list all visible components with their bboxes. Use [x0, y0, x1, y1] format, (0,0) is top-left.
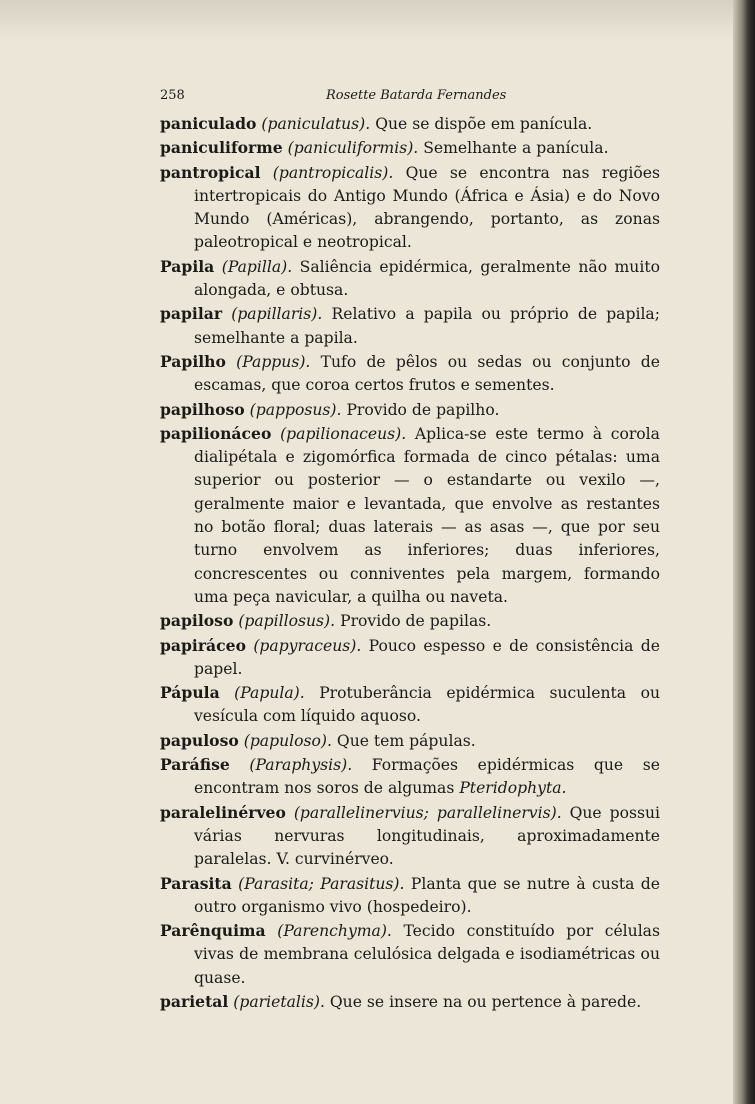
page-shadow — [0, 0, 733, 40]
entry-latin: (papilionaceus). — [280, 424, 407, 443]
entry-latin: (Paraphysis). — [249, 756, 353, 775]
entry-latin: (papillosus). — [238, 612, 336, 631]
glossary-entry — [160, 112, 660, 136]
entry-headword: papiráceo — [160, 635, 246, 655]
glossary-entry — [160, 990, 660, 1014]
entry-definition: Que possui várias nervuras longitudinais, aproximadamente paralelas. V. curvinérveo. — [194, 803, 660, 869]
page-number: 258 — [160, 88, 185, 103]
entry-headword: Parasita — [160, 873, 232, 893]
entry-definition-taxon: Pteridophyta. — [459, 779, 567, 798]
glossary-entry — [160, 919, 660, 990]
glossary-entry — [160, 422, 660, 609]
entry-headword: papiloso — [160, 611, 234, 631]
entry-latin: (Papilla). — [221, 257, 293, 276]
glossary-entry — [160, 255, 660, 303]
glossary-entry — [160, 872, 660, 920]
entry-headword: pantropical — [160, 162, 261, 182]
glossary-entry — [160, 729, 660, 753]
glossary-entry — [160, 161, 660, 255]
entry-definition: Provido de papilho. — [346, 400, 500, 419]
entry-latin: (papyraceus). — [253, 636, 362, 655]
entry-headword: Papila — [160, 256, 215, 276]
entry-headword: parietal — [160, 991, 229, 1011]
entry-headword: Pápula — [160, 683, 220, 703]
glossary-entry — [160, 609, 660, 633]
entry-latin: (papillaris). — [231, 305, 323, 324]
entry-definition: Formações epidérmicas que se encontram nos soros de algumas — [194, 756, 660, 798]
glossary-entry — [160, 801, 660, 872]
entry-latin: (Pappus). — [236, 352, 311, 371]
entry-definition: Pouco espesso e de consistência de papel. — [194, 636, 660, 678]
entry-headword: Papilho — [160, 351, 226, 371]
entry-definition: Semelhante a panícula. — [423, 139, 609, 158]
entry-headword: papilhoso — [160, 399, 245, 419]
entry-latin: (Papula). — [234, 684, 305, 703]
glossary-entry — [160, 350, 660, 398]
glossary-entry — [160, 681, 660, 729]
entry-latin: (papuloso). — [243, 731, 332, 750]
entry-definition: Planta que se nutre à custa de outro organismo vivo (hospedeiro). — [194, 874, 660, 916]
entry-headword: papuloso — [160, 730, 239, 750]
entry-headword: papilionáceo — [160, 423, 272, 443]
entry-latin: (Parasita; Parasitus). — [238, 874, 405, 893]
glossary-entry — [160, 302, 660, 350]
entry-latin: (paniculatus). — [261, 115, 371, 133]
entry-definition: Que se insere na ou pertence à parede. — [329, 992, 642, 1011]
entry-definition: Que se dispõe em panícula. — [375, 115, 593, 133]
entry-definition: Tecido constituído por células vivas de membrana celulósica delgada e isodiamétricas ou quase. — [194, 922, 660, 987]
entry-headword: Paráfise — [160, 755, 230, 775]
entry-headword: paniculado — [160, 114, 257, 133]
book-spine-edge — [733, 0, 755, 1104]
glossary-entry — [160, 398, 660, 422]
entry-definition: Que se encontra nas regiões intertropicais do Antigo Mundo (África e Ásia) e do Novo Mundo (Américas), abrangendo, portanto, as zonas paleotropical e neotropical. — [194, 163, 660, 252]
entry-definition: Aplica-se este termo à corola dialipétala e zigomórfica formada de cinco pétalas: uma superior ou posterior — o estandarte ou vexilo —, geralmente maior e levantada, que envolve as restantes no botão floral; duas laterais — as asas —, que por seu turno envolvem as inferiores; duas inferiores, concrescentes ou conniventes pela margem, formando uma peça navicular, a quilha ou naveta. — [194, 424, 660, 606]
entry-headword: Parênquima — [160, 921, 266, 941]
entry-definition: Relativo a papila ou próprio de papila; semelhante a papila. — [194, 305, 660, 347]
entry-definition: Protuberância epidérmica suculenta ou vesícula com líquido aquoso. — [194, 684, 661, 726]
entry-latin: (paniculiformis). — [287, 139, 419, 158]
entry-latin: (papposus). — [249, 400, 342, 419]
entry-headword: paralelinérveo — [160, 802, 286, 822]
entry-definition: Que tem pápulas. — [336, 731, 476, 750]
entry-headword: paniculiforme — [160, 138, 283, 158]
entry-latin: (Parenchyma). — [277, 922, 392, 941]
entry-headword: papilar — [160, 304, 223, 324]
entry-latin: (pantropicalis). — [272, 163, 394, 182]
glossary-entry — [160, 753, 660, 801]
page-header — [160, 88, 660, 108]
glossary-entries — [160, 112, 660, 1014]
glossary-entry — [160, 634, 660, 682]
entry-latin: (parietalis). — [233, 992, 325, 1011]
entry-definition: Saliência epidérmica, geralmente não muito alongada, e obtusa. — [194, 257, 660, 300]
entry-latin: (parallelinervius; parallelinervis). — [293, 803, 562, 822]
glossary-entry — [160, 136, 660, 160]
entry-definition: Tufo de pêlos ou sedas ou conjunto de escamas, que coroa certos frutos e sementes. — [194, 352, 660, 395]
entry-definition: Provido de papilas. — [340, 612, 492, 631]
running-title: Rosette Batarda Fernandes — [326, 88, 507, 103]
